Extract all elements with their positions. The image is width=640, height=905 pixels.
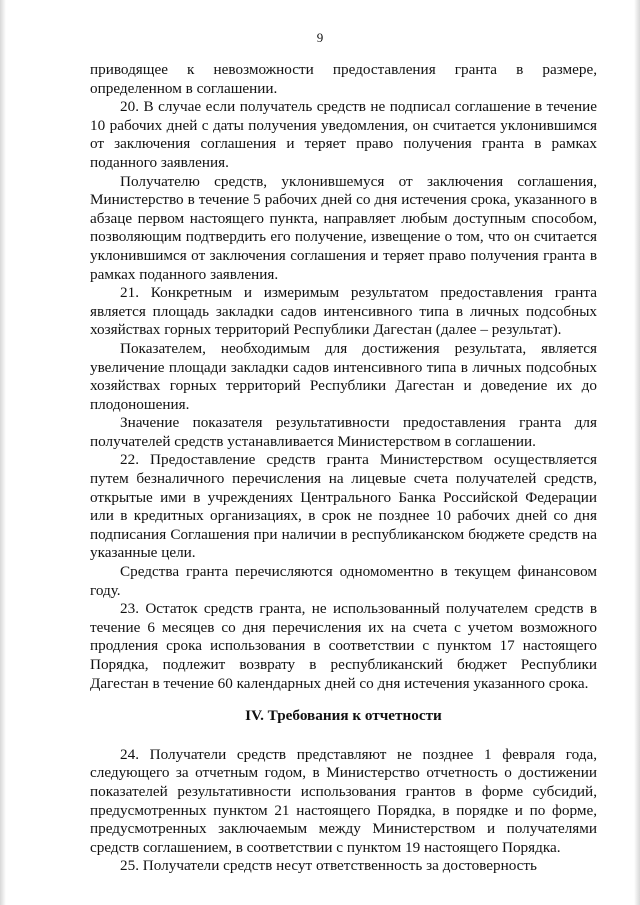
paragraph-continuation: приводящее к невозможности предоставления гранта в размере, определенном в соглашении. [90,61,597,97]
paragraph-item-20: 20. В случае если получатель средств не подписал соглашение в течение 10 рабочих дней с даты получения уведомления, он считается уклонившимся от заключения соглашения и теряет право получения гранта в рамках поданного заявления. [90,98,597,171]
page-number: 9 [316,30,324,45]
scan-edge-left [0,0,6,905]
paragraph-item-23: 23. Остаток средств гранта, не использованный получателем средств в течение 6 месяцев со дня перечисления их на счета с учетом возможного продления срока использования в соответствии с пунктом 17 настоящего Порядка, подлежит возврату в республиканский бюджет Республики Дагестан в течение 60 календарных дней со дня истечения указанного срока. [90,600,597,692]
paragraph-item-24: 24. Получатели средств представляют не позднее 1 февраля года, следующего за отчетным годом, в Министерство отчетность о достижении показателей результативности использования грантов в форме субсидий, предусмотренных пунктом 21 настоящего Порядка, в порядке и по форме, предусмотренных заключаемым между Министерством и получателями средств соглашением, в соответствии с пунктом 19 настоящего Порядка. [90,745,597,856]
paragraph-item-25: 25. Получатели средств несут ответственность за достоверность [120,857,537,875]
paragraph-item-20-notice: Получателю средств, уклонившемуся от заключения соглашения, Министерство в течение 5 рабочих дней со дня истечения срока, указанного в абзаце первом настоящего пункта, направляет любым доступным способом, позволяющим подтвердить его получение, извещение о том, что он считается уклонившимся от заключения соглашения и теряет право получения гранта в рамках поданного заявления. [90,172,597,283]
paragraph-item-22: 22. Предоставление средств гранта Министерством осуществляется путем безналичного перечисления на лицевые счета получателей средств, открытые ими в учреждениях Центрального Банка Российской Федерации или в кредитных организациях, в срок не позднее 10 рабочих дней со дня подписания Соглашения при наличии в республиканском бюджете средств на указанные цели. [90,451,597,562]
paragraph-item-21-indicator: Показателем, необходимым для достижения результата, является увеличение площади закладки садов интенсивного типа в личных подсобных хозяйствах горных территорий Республики Дагестан и доведение их до плодоношения. [90,339,597,413]
section-heading: IV. Требования к отчетности [245,707,442,725]
scan-edge-right [634,0,640,905]
paragraph-item-22-transfer: Средства гранта перечисляются одномоментно в текущем финансовом году. [90,563,597,599]
paragraph-item-21-value: Значение показателя результативности предоставления гранта для получателей средств устанавливается Министерством в соглашении. [90,414,597,450]
document-body [90,61,597,876]
paragraph-item-21: 21. Конкретным и измеримым результатом предоставления гранта является площадь закладки садов интенсивного типа в личных подсобных хозяйствах горных территорий Республики Дагестан (далее – результат). [90,284,597,339]
